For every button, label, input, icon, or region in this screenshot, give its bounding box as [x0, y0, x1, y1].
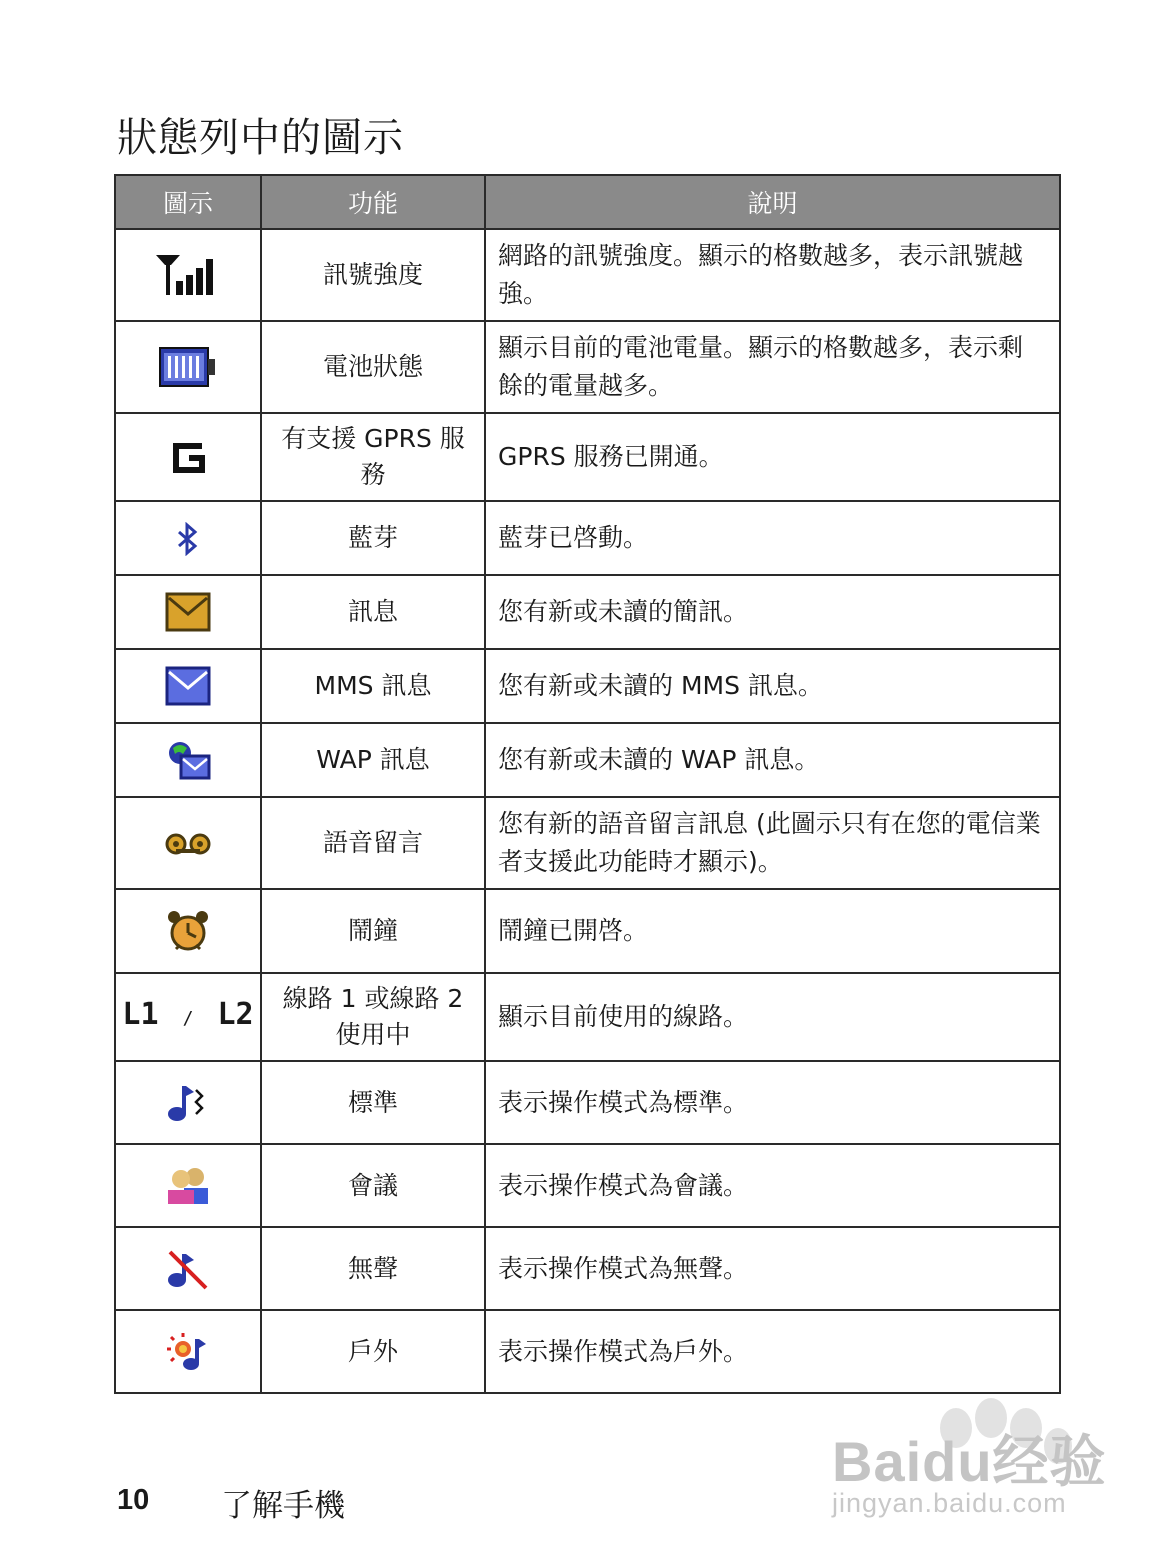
status-icons-table [114, 174, 1061, 1394]
footer-section-title: 了解手機 [221, 1488, 345, 1524]
description-cell: 您有新或未讀的 WAP 訊息。 [485, 723, 1060, 797]
description-cell: 鬧鐘已開啓。 [485, 889, 1060, 973]
description-cell: 顯示目前的電池電量。顯示的格數越多，表示剩餘的電量越多。 [485, 321, 1060, 413]
function-cell: 訊號強度 [261, 229, 485, 321]
mms-envelope-icon [165, 670, 211, 699]
function-cell: 線路 1 或線路 2 使用中 [261, 973, 485, 1061]
function-cell: 無聲 [261, 1227, 485, 1310]
table-row [115, 1061, 1060, 1144]
description-cell: 表示操作模式為戶外。 [485, 1310, 1060, 1393]
icon-cell [115, 1144, 261, 1227]
table-row [115, 321, 1060, 413]
normal-mode-icon [166, 1087, 210, 1116]
icon-cell [115, 889, 261, 973]
header-icon: 圖示 [115, 175, 261, 229]
signal-strength-icon [154, 259, 222, 288]
table-row [115, 575, 1060, 649]
icon-cell [115, 501, 261, 575]
function-cell: WAP 訊息 [261, 723, 485, 797]
description-cell: 您有新的語音留言訊息 (此圖示只有在您的電信業者支援此功能時才顯示)。 [485, 797, 1060, 889]
outdoor-mode-icon [165, 1336, 211, 1365]
icon-cell [115, 575, 261, 649]
function-cell: 鬧鐘 [261, 889, 485, 973]
description-cell: 藍芽已啓動。 [485, 501, 1060, 575]
table-row [115, 973, 1060, 1061]
function-cell: 會議 [261, 1144, 485, 1227]
table-header-row [115, 175, 1060, 229]
table-row [115, 723, 1060, 797]
table-row [115, 889, 1060, 973]
table-row [115, 1227, 1060, 1310]
description-cell: 表示操作模式為標準。 [485, 1061, 1060, 1144]
voicemail-icon [165, 828, 211, 857]
description-cell: 表示操作模式為無聲。 [485, 1227, 1060, 1310]
watermark-brand: Baidu经验 [832, 1430, 1107, 1493]
table-row [115, 1144, 1060, 1227]
function-cell: 電池狀態 [261, 321, 485, 413]
icon-cell [115, 413, 261, 501]
function-cell: 有支援 GPRS 服務 [261, 413, 485, 501]
function-cell: 訊息 [261, 575, 485, 649]
line-separator: / [182, 1008, 194, 1029]
description-cell: GPRS 服務已開通。 [485, 413, 1060, 501]
table-row [115, 649, 1060, 723]
description-cell: 您有新或未讀的 MMS 訊息。 [485, 649, 1060, 723]
table-row [115, 229, 1060, 321]
battery-icon [158, 351, 218, 380]
bluetooth-icon [174, 523, 202, 552]
table-row [115, 1310, 1060, 1393]
description-cell: 表示操作模式為會議。 [485, 1144, 1060, 1227]
description-cell: 您有新或未讀的簡訊。 [485, 575, 1060, 649]
header-function: 功能 [261, 175, 485, 229]
icon-cell [115, 723, 261, 797]
wap-message-icon [165, 744, 211, 773]
icon-cell [115, 1310, 261, 1393]
page-number: 10 [117, 1484, 150, 1516]
function-cell: 藍芽 [261, 501, 485, 575]
table-row [115, 797, 1060, 889]
silent-mode-icon [166, 1253, 210, 1282]
icon-cell [115, 229, 261, 321]
description-cell: 網路的訊號強度。顯示的格數越多，表示訊號越強。 [485, 229, 1060, 321]
icon-cell [115, 649, 261, 723]
page-title: 狀態列中的圖示 [117, 115, 404, 161]
icon-cell [115, 1061, 261, 1144]
table-row [115, 413, 1060, 501]
alarm-clock-icon [166, 915, 210, 944]
line-indicator-icon [122, 997, 253, 1032]
line-1-label: L1 [122, 997, 159, 1032]
icon-cell [115, 797, 261, 889]
function-cell: MMS 訊息 [261, 649, 485, 723]
watermark-url: jingyan.baidu.com [832, 1488, 1067, 1518]
icon-cell [115, 1227, 261, 1310]
message-envelope-icon [165, 596, 211, 625]
function-cell: 語音留言 [261, 797, 485, 889]
icon-cell [115, 973, 261, 1061]
icon-cell [115, 321, 261, 413]
table-row [115, 501, 1060, 575]
function-cell: 標準 [261, 1061, 485, 1144]
line-2-label: L2 [217, 997, 254, 1032]
header-description: 說明 [485, 175, 1060, 229]
description-cell: 顯示目前使用的線路。 [485, 973, 1060, 1061]
function-cell: 戶外 [261, 1310, 485, 1393]
meeting-mode-icon [164, 1170, 212, 1199]
gprs-g-icon [168, 442, 208, 471]
